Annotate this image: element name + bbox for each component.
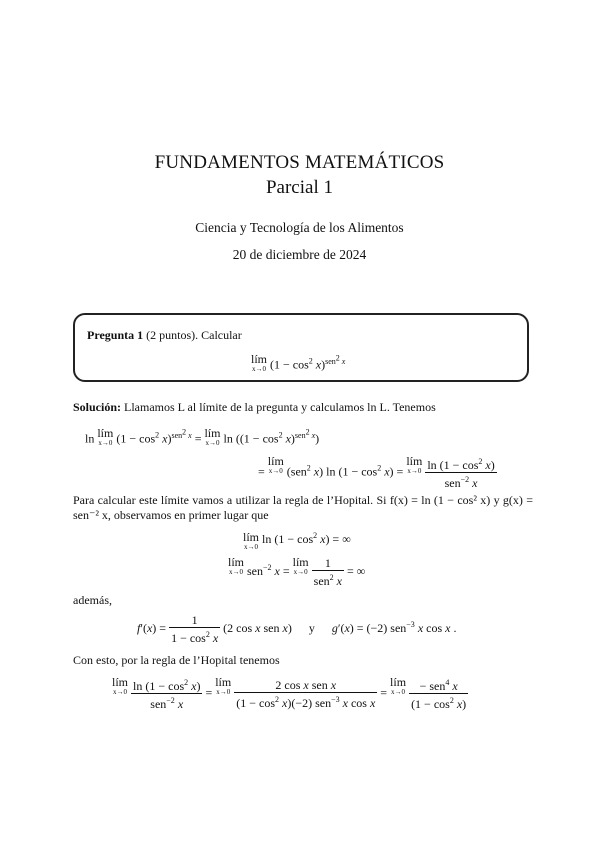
document-title: FUNDAMENTOS MATEMÁTICOS <box>154 152 445 173</box>
fraction-ln-over-sen: $\frac{\ln (1 - \cos^2 x)}{sen^{-2} x}$ <box>427 457 495 490</box>
question-points: (2 puntos). <box>146 328 199 342</box>
solution-intro-text: Llamamos L al límite de la pregunta y calculamos ln L. Tenemos <box>124 400 436 414</box>
question-label: Pregunta 1 <box>87 328 144 342</box>
equation-limit-ln: lím x→0 $\ln (1 - \cos^2 x)$ = ∞ <box>243 530 351 551</box>
equation-log-limit: ln lím x→0 $(1 - \cos^2 x)^{sen^2 x}$ = lím x→0 $\ln ((1 - \cos^2 x)^{sen^2 x})$ <box>85 426 320 447</box>
exam-date: 20 de diciembre de 2024 <box>232 247 367 262</box>
equation-rewrite: = lím x→0 (sen$^2$ x) $\ln (1 - \cos^2 x)$ = lím x→0 $\frac{\ln (1 - \cos^2 x)}{sen^{-2} x}$ <box>258 454 495 490</box>
question-box <box>73 313 529 382</box>
question-limit-formula: lím x→0 $(1 - \cos^2 x)^{sen^2 x}$ <box>251 352 346 373</box>
document-subtitle: Parcial 1 <box>265 177 333 198</box>
question-header <box>87 328 242 343</box>
hopital-paragraph: Para calcular este límite vamos a utilizar la regla de l’Hopital. Si f(x) = ln (1 − cos² x) y g(x) = sen⁻² x, observamos en primer lugar que <box>73 493 533 522</box>
equation-hopital-application: lím x→0 $\frac{\ln (1 - \cos^2 x)}{sen^{-2} x}$ = lím x→0 $\frac{\text{2 cos x sen x}}{(1 - \cos^2 x)(-2) sen^{-3} x \cos x}$ = lím x→0 $\frac{- sen^4 x}{(1 - \cos^2 x)}$ <box>112 675 467 711</box>
department: Ciencia y Tecnología de los Alimentos <box>195 220 404 235</box>
solution-intro <box>73 400 436 415</box>
equation-limit-sen: lím x→0 sen$^{-2}$ x = lím x→0 $\frac{1}{sen^2 x}$ = ∞ <box>228 555 366 588</box>
ademas-text: además, <box>73 593 112 607</box>
con-esto-text: Con esto, por la regla de l’Hopital tenemos <box>73 653 280 667</box>
conjunction-y: y <box>308 620 315 635</box>
equation-derivatives: f′(x) = $\frac{1}{1 - \cos^2 x}$ (2 cos x sen x) y g′(x) = (−2) sen$^{-3}$ x cos x . <box>137 613 457 645</box>
solution-label: Solución: <box>73 400 122 414</box>
question-prompt: Calcular <box>201 328 242 342</box>
